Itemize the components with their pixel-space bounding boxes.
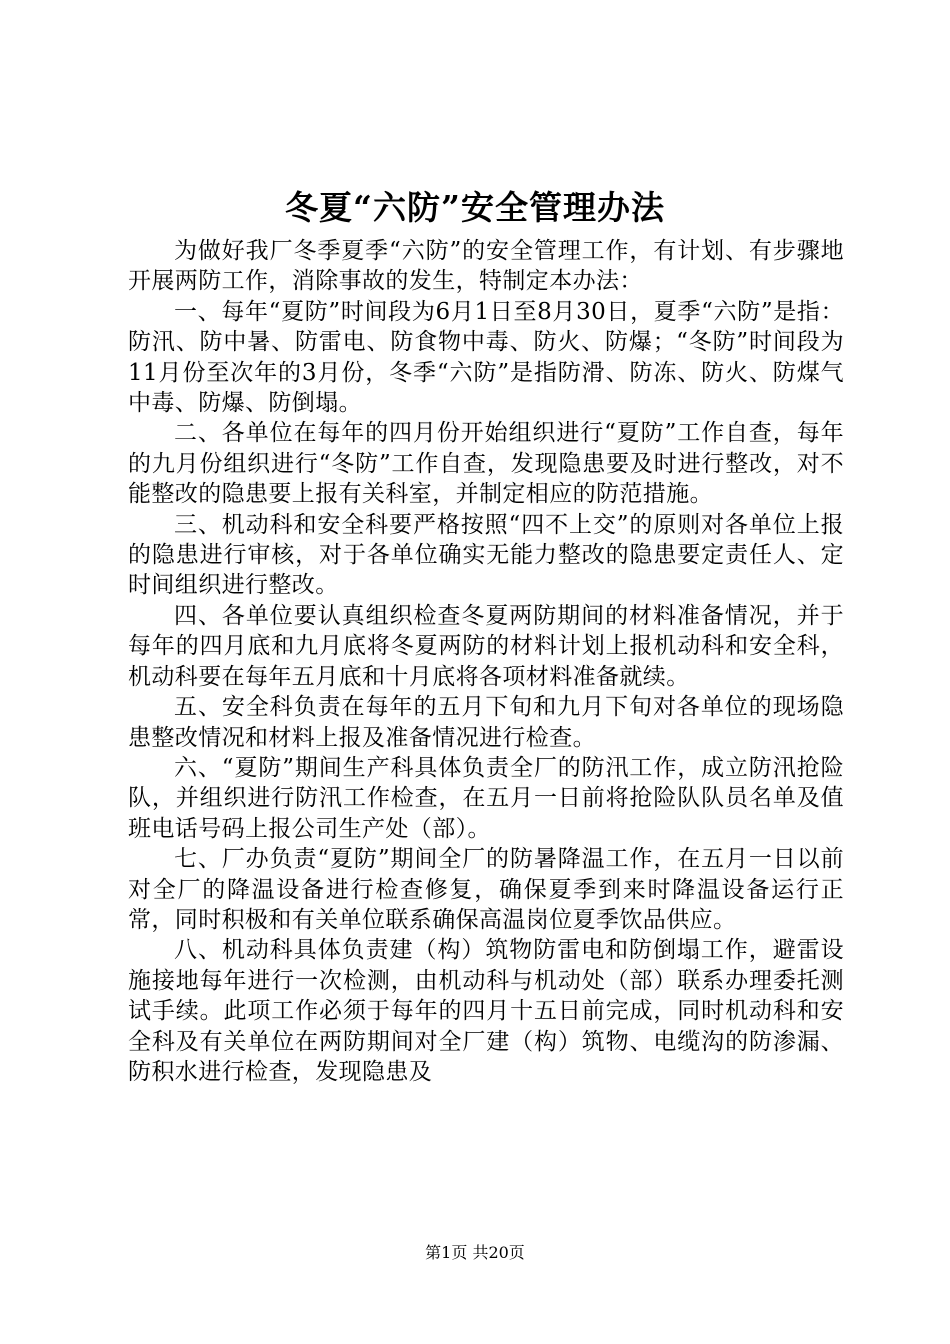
paragraph-7: 七、厂办负责“夏防”期间全厂的防暑降温工作，在五月一日以前对全厂的降温设备进行检查修复，确保夏季到来时降温设备运行正常，同时积极和有关单位联系确保高温岗位夏季饮品供应。 bbox=[128, 846, 844, 933]
paragraph-2: 二、各单位在每年的四月份开始组织进行“夏防”工作自查，每年的九月份组织进行“冬防”工作自查，发现隐患要及时进行整改，对不能整改的隐患要上报有关科室，并制定相应的防范措施。 bbox=[128, 420, 844, 508]
document-body bbox=[128, 236, 844, 1087]
paragraph-6: 六、“夏防”期间生产科具体负责全厂的防汛工作，成立防汛抢险队，并组织进行防汛工作检查，在五月一日前将抢险队队员名单及值班电话号码上报公司生产处（部）。 bbox=[128, 754, 844, 842]
paragraph-3: 三、机动科和安全科要严格按照“四不上交”的原则对各单位上报的隐患进行审核，对于各单位确实无能力整改的隐患要定责任人、定时间组织进行整改。 bbox=[128, 511, 844, 599]
paragraph-5: 五、安全科负责在每年的五月下旬和九月下旬对各单位的现场隐患整改情况和材料上报及准备情况进行检查。 bbox=[128, 694, 844, 751]
paragraph-intro: 为做好我厂冬季夏季“六防”的安全管理工作，有计划、有步骤地开展两防工作，消除事故的发生，特制定本办法： bbox=[128, 238, 844, 295]
page-number-footer: 第1页 共20页 bbox=[425, 1243, 525, 1262]
paragraph-8: 八、机动科具体负责建（构）筑物防雷电和防倒塌工作，避雷设施接地每年进行一次检测，由机动科与机动处（部）联系办理委托测试手续。此项工作必须于每年的四月十五日前完成，同时机动科和安全科及有关单位在两防期间对全厂建（构）筑物、电缆沟的防渗漏、防积水进行检查，发现隐患及 bbox=[128, 937, 844, 1085]
paragraph-1: 一、每年“夏防”时间段为6月1日至8月30日，夏季“六防”是指：防汛、防中暑、防雷电、防食物中毒、防火、防爆；“冬防”时间段为11月份至次年的3月份，冬季“六防”是指防滑、防冻、防火、防煤气中毒、防爆、防倒塌。 bbox=[128, 298, 844, 417]
document-title: 冬夏“六防”安全管理办法 bbox=[285, 188, 665, 227]
paragraph-4: 四、各单位要认真组织检查冬夏两防期间的材料准备情况，并于每年的四月底和九月底将冬夏两防的材料计划上报机动科和安全科，机动科要在每年五月底和十月底将各项材料准备就续。 bbox=[128, 602, 844, 690]
